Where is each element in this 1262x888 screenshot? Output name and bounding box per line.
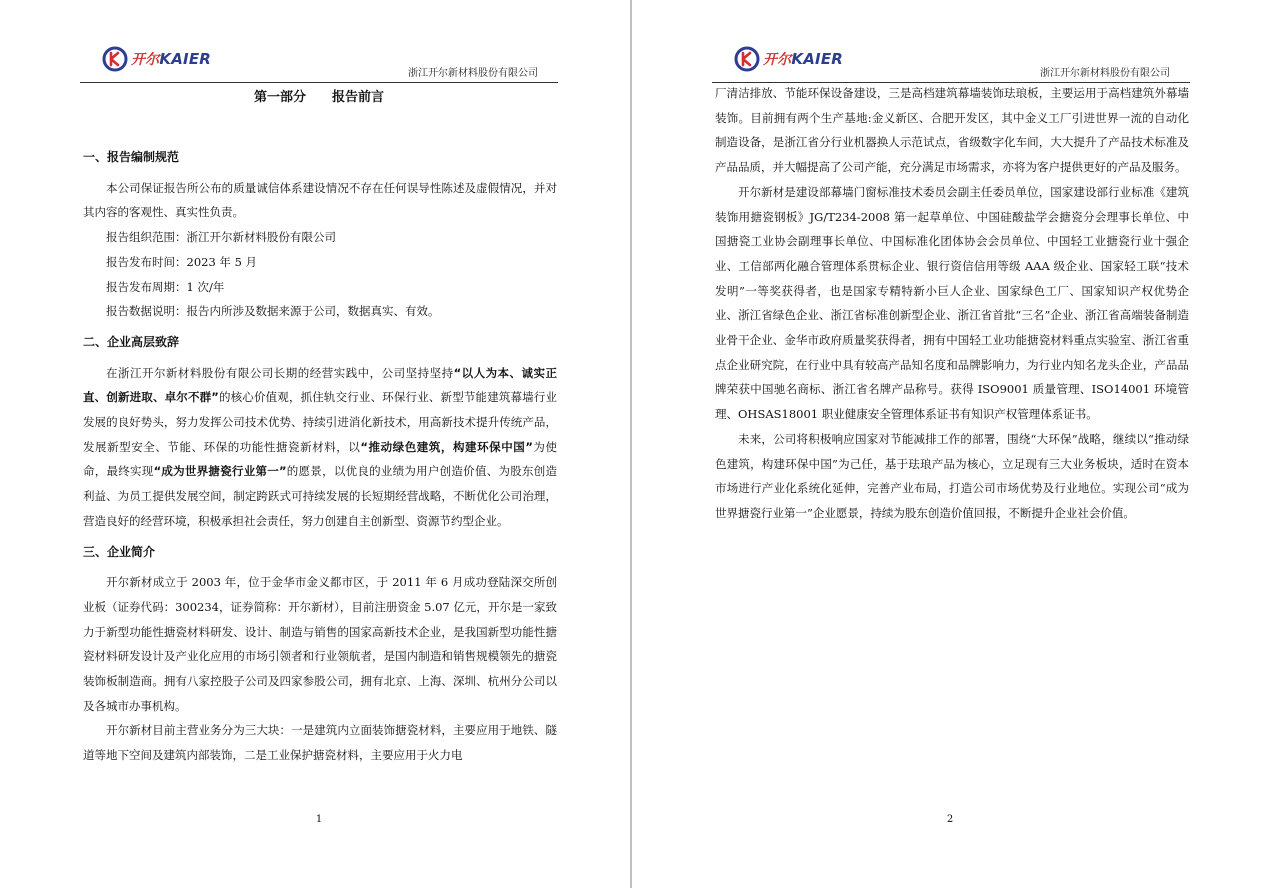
paragraph: 未来，公司将积极响应国家对节能减排工作的部署，围绕“大环保”战略，继续以“推动绿色建筑，构建环保中国”为己任，基于珐琅产品为核心，立足现有三大业务板块，适时在资本市场进行产业化系统化延伸，完善产业布局，打造公司市场优势及行业地位。实现公司“成为世界搪瓷行业第一”企业愿景，持续为股东创造价值回报，不断提升企业社会价值。 [715,431,1189,520]
page-2-body [715,81,1189,526]
section-heading: 一、报告编制规范 [83,150,180,164]
report-scope: 报告组织范围：浙江开尔新材料股份有限公司 [106,230,336,245]
kaier-logo: 开尔KAIER [102,45,211,73]
paragraph: 开尔新材目前主营业务分为三大块：一是建筑内立面装饰搪瓷材料，主要应用于地铁、隧道等地下空间及建筑内部装饰，二是工业保护搪瓷材料，主要应用于火力电 [83,723,557,763]
page-1-body [83,145,557,768]
page-header [80,42,558,83]
paragraph: 开尔新材成立于 2003 年，位于金华市金义都市区，于 2011 年 6 月成功登陆深交所创业板（证券代码：300234，证券简称：开尔新材），目前注册资金 5.07 亿元，开尔是一家致力于新型功能性搪瓷材料研发、设计、制造与销售的国家高新技术企业，是我国新型功能性搪瓷材料研发设计及产业化应用的市场引领者和行业领航者，是国内制造和销售规模领先的搪瓷装饰板制造商。拥有八家控股子公司及四家参股公司，拥有北京、上海、深圳、杭州分公司以及各城市办事机构。 [83,575,557,713]
kaier-logo-icon [102,46,128,72]
document-page-1 [0,0,630,888]
page-title: 第一部分 报告前言 [253,90,384,105]
company-name: 浙江开尔新材料股份有限公司 [408,68,538,79]
report-data-note: 报告数据说明：报告内所涉及数据来源于公司，数据真实、有效。 [106,304,440,319]
paragraph: 本公司保证报告所公布的质量诚信体系建设情况不存在任何误导性陈述及虚假情况，并对其内容的客观性、真实性负责。 [83,180,557,220]
paragraph: 厂清洁排放、节能环保设备建设，三是高档建筑幕墙装饰珐琅板，主要运用于高档建筑外幕墙装饰。目前拥有两个生产基地:金义新区、合肥开发区，其中金义工厂引进世界一流的自动化制造设备，是浙江省分行业机器换人示范试点，省级数字化车间，大大提升了产品技术标准及产品品质，并大幅提高了公司产能，充分满足市场需求，亦将为客户提供更好的产品及服务。 [715,86,1189,175]
kaier-logo: 开尔KAIER [734,45,843,73]
section-heading: 三、企业简介 [83,544,156,559]
page-number: 2 [946,814,954,825]
kaier-logo-icon [734,46,760,72]
page-number: 1 [315,814,323,825]
section-heading: 二、企业高层致辞 [83,334,180,349]
report-time: 报告发布时间：2023 年 5 月 [106,254,258,269]
document-page-2 [632,0,1262,888]
page-header [712,42,1190,83]
paragraph: 在浙江开尔新材料股份有限公司长期的经营实践中，公司坚持坚持“以人为本、诚实正直、创新进取、卓尔不群”的核心价值观，抓住轨交行业、环保行业、新型节能建筑幕墙行业发展的良好势头，努力发挥公司技术优势、持续引进消化新技术，用高新技术提升传统产品，发展新型安全、节能、环保的功能性搪瓷新材料，以“推动绿色建筑，构建环保中国”为使命，最终实现“成为世界搪瓷行业第一”的愿景，以优良的业绩为用户创造价值、为股东创造利益、为员工提供发展空间，制定跨跃式可持续发展的长短期经营战略，不断优化公司治理，营造良好的经营环境，积极承担社会责任，努力创建自主创新型、资源节约型企业。 [83,365,557,528]
paragraph: 开尔新材是建设部幕墙门窗标准技术委员会副主任委员单位，国家建设部行业标准《建筑装饰用搪瓷钢板》JG/T234-2008 第一起草单位、中国硅酸盐学会搪瓷分会理事长单位、中国搪瓷工业协会副理事长单位、中国标准化团体协会会员单位、中国轻工业搪瓷行业十强企业、工信部两化融合管理体系贯标企业、银行资信信用等级 AAA 级企业、国家轻工联“技术发明”一等奖获得者，也是国家专精特新小巨人企业、国家绿色工厂、国家知识产权优势企业、浙江省绿色企业、浙江省标准创新型企业、浙江省首批“三名”企业、浙江省高端装备制造业骨干企业、金华市政府质量奖获得者，拥有中国轻工业功能搪瓷材料重点实验室、浙江省重点企业研究院，在行业中具有较高产品知名度和品牌影响力，为行业内知名龙头企业，产品品牌荣获中国驰名商标、浙江省名牌产品称号。获得 ISO9001 质量管理、ISO14001 环境管理、OHSAS18001 职业健康安全管理体系证书有知识产权管理体系证书。 [715,184,1189,422]
report-cycle: 报告发布周期：1 次/年 [106,279,225,294]
company-name: 浙江开尔新材料股份有限公司 [1040,68,1170,79]
